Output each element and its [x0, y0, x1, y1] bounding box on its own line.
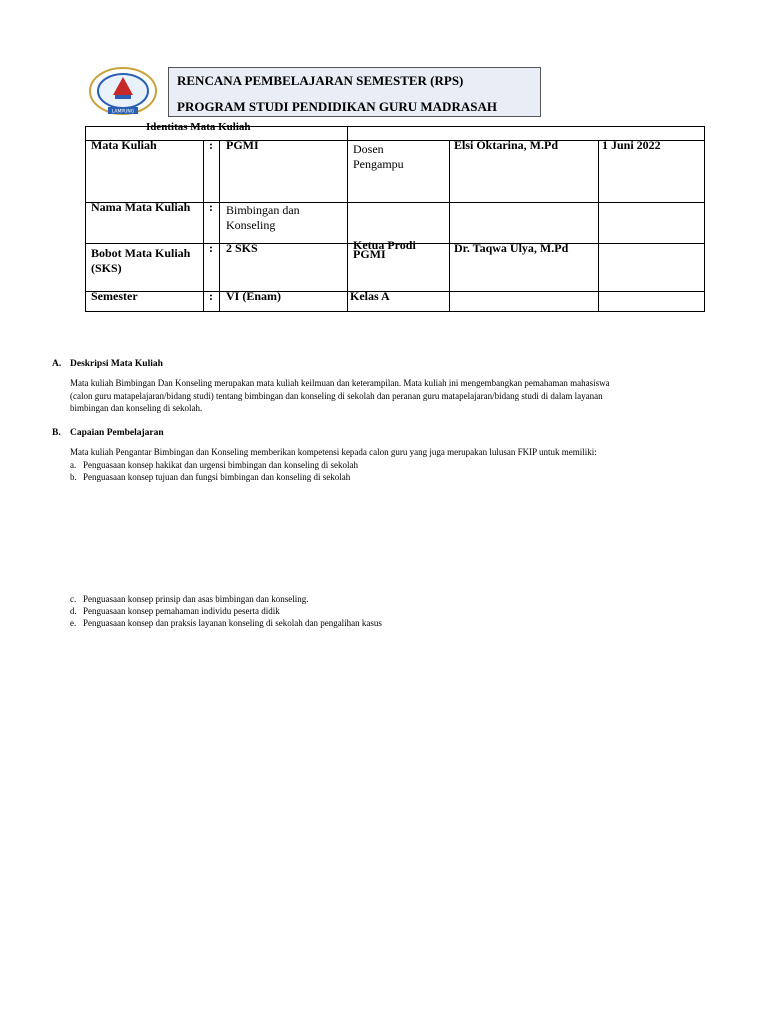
- label-semester: Semester: [91, 289, 138, 303]
- separator: :: [209, 241, 213, 255]
- list-item: a. Penguasaan konsep hakikat dan urgensi bimbingan dan konseling di sekolah: [70, 460, 359, 470]
- program-title: PROGRAM STUDI PENDIDIKAN GURU MADRASAH: [177, 99, 497, 114]
- value-kelas: Kelas A: [350, 289, 390, 303]
- section-b-marker: B.: [52, 428, 61, 438]
- header-box: [168, 67, 541, 117]
- section-a-description: [70, 377, 720, 415]
- col-divider: [347, 127, 348, 311]
- section-a-marker: A.: [52, 359, 62, 369]
- value-bobot: 2 SKS: [226, 241, 258, 255]
- table-caption: Identitas Mata Kuliah: [146, 121, 251, 133]
- label-nama-mata-kuliah: Nama Mata Kuliah: [91, 200, 191, 214]
- description-line: Mata kuliah Bimbingan Dan Konseling merupakan mata kuliah keilmuan dan keterampilan. Mata kuliah ini mengembangkan pemahaman mahasiswa: [70, 378, 610, 388]
- description-line: bimbingan dan konseling di sekolah.: [70, 403, 203, 413]
- section-b-heading: [52, 428, 164, 438]
- course-identity-table: [85, 121, 705, 312]
- description-line: (calon guru matapelajaran/bidang studi) tentang bimbingan dan konseling di sekolah dan peranan guru matapelajaran/bidang studi di dalam layanan: [70, 390, 603, 401]
- col-divider: [449, 140, 450, 311]
- document-title: RENCANA PEMBELAJARAN SEMESTER (RPS): [177, 73, 464, 88]
- university-logo: [88, 67, 158, 117]
- section-b-intro: Mata kuliah Pengantar Bimbingan dan Konseling memberikan kompetensi kepada calon guru yang juga merupakan lulusan FKIP untuk memiliki:: [70, 447, 597, 457]
- label-dosen-pengampu: Dosen Pengampu: [353, 142, 404, 171]
- learning-outcomes-list-bottom: [70, 593, 382, 629]
- list-item: e. Penguasaan konsep dan praksis layanan konseling di sekolah dan pengalihan kasus: [70, 618, 382, 628]
- separator: :: [209, 200, 213, 214]
- svg-text:LAMPUNG: LAMPUNG: [111, 109, 135, 115]
- value-nama-mata-kuliah: Bimbingan dan Konseling: [226, 203, 300, 232]
- list-item: b. Penguasaan konsep tujuan dan fungsi bimbingan dan konseling di sekolah: [70, 472, 351, 482]
- list-item: c. Penguasaan konsep prinsip dan asas bimbingan dan konseling.: [70, 594, 309, 604]
- value-dosen-pengampu: Elsi Oktarina, M.Pd: [454, 138, 559, 152]
- separator: :: [209, 138, 213, 152]
- col-divider: [219, 140, 220, 311]
- section-b-title: Capaian Pembelajaran: [70, 428, 164, 438]
- col-divider: [598, 140, 599, 311]
- value-date: 1 Juni 2022: [602, 138, 661, 152]
- col-divider: [203, 140, 204, 311]
- value-semester: VI (Enam): [226, 289, 282, 303]
- row-divider: [86, 291, 704, 292]
- value-mata-kuliah: PGMI: [226, 138, 259, 152]
- separator: :: [209, 289, 213, 303]
- value-ketua-prodi: Dr. Taqwa Ulya, M.Pd: [454, 241, 569, 255]
- section-a-heading: [52, 359, 163, 369]
- list-item: d. Penguasaan konsep pemahaman individu peserta didik: [70, 606, 280, 616]
- section-a-title: Deskripsi Mata Kuliah: [70, 359, 163, 369]
- label-mata-kuliah: Mata Kuliah: [91, 138, 157, 152]
- learning-outcomes-list-top: [70, 459, 358, 483]
- label-bobot: Bobot Mata Kuliah (SKS): [91, 246, 191, 275]
- label-ketua-prodi: Ketua Prodi PGMI: [353, 238, 416, 261]
